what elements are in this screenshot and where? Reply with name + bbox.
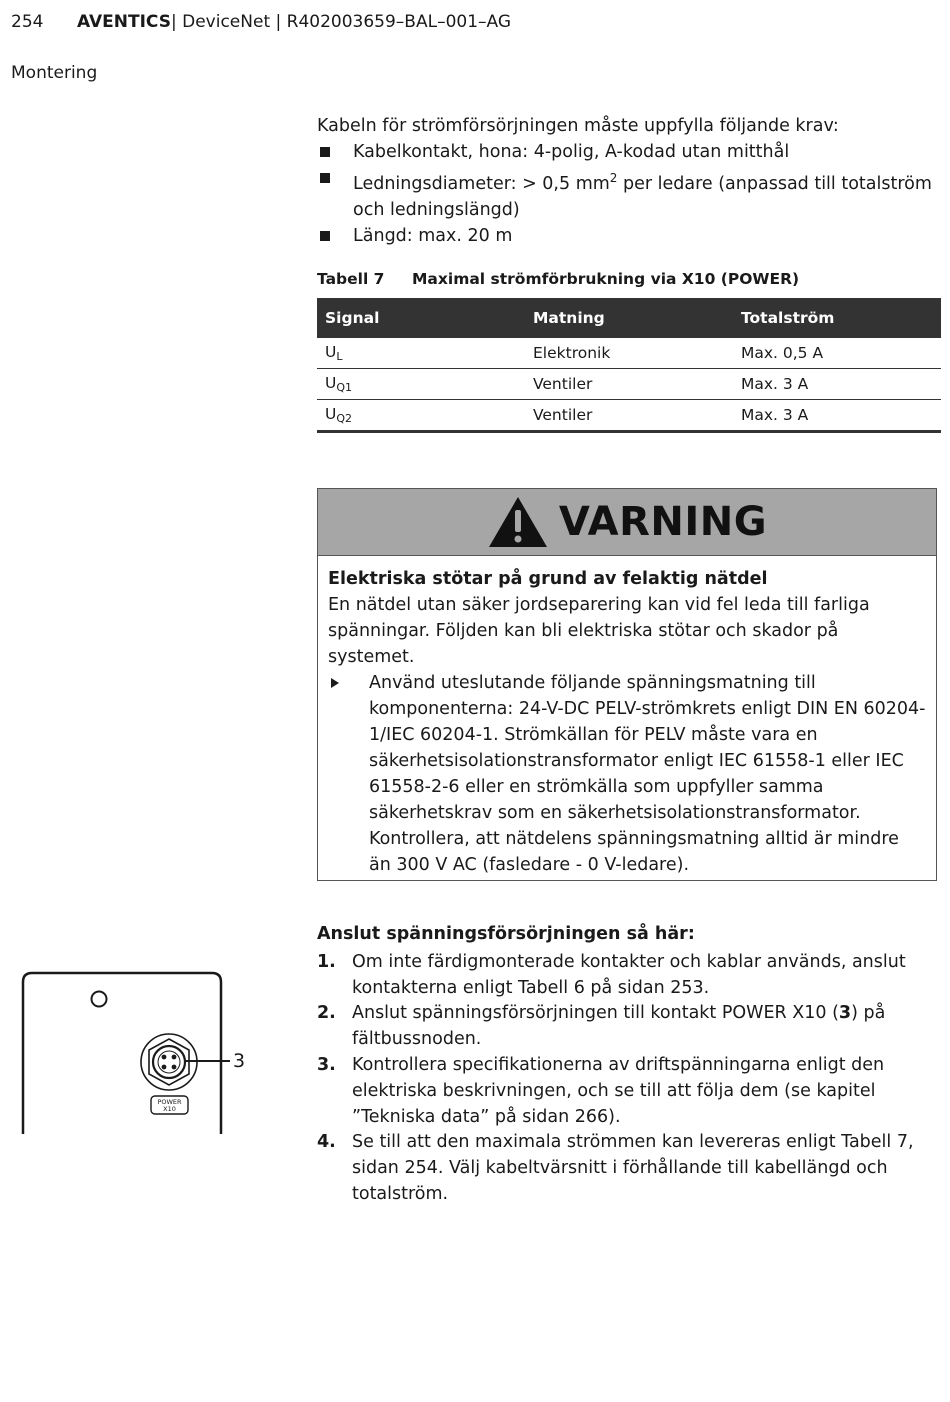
table-caption-title: Maximal strömförbrukning via X10 (POWER): [412, 270, 800, 288]
step-text: Anslut spänningsförsörjningen till kontakt POWER X10 (: [352, 1003, 839, 1024]
cell-total: Max. 3 A: [733, 369, 941, 400]
section-title: Montering: [11, 63, 98, 83]
cell-matning: Ventiler: [525, 400, 733, 432]
column-header-matning: Matning: [525, 298, 733, 338]
power-connector-figure: [18, 968, 258, 1136]
bullet-text: Kabelkontakt, hona: 4-polig, A-kodad utan mitthål: [353, 142, 790, 162]
step-text: Om inte färdigmonterade kontakter och kablar används, anslut kontakterna enligt Tabell 6 på sidan 253.: [352, 951, 906, 998]
intro-text: Kabeln för strömförsörjningen måste uppfylla följande krav:: [317, 116, 839, 136]
bullet-item: [317, 165, 942, 223]
warning-text: En nätdel utan säker jordseparering kan vid fel leda till farliga spänningar. Följden kan bli elektriska stötar och skador på systemet.: [328, 595, 870, 667]
bullet-item: [317, 139, 942, 165]
bullet-text: Längd: max. 20 m: [353, 225, 513, 246]
step-number: 1.: [317, 951, 336, 972]
document-id: | DeviceNet | R402003659–BAL–001–AG: [171, 12, 512, 32]
cell-total: Max. 3 A: [733, 400, 941, 432]
warning-heading: Elektriska stötar på grund av felaktig nätdel: [328, 569, 768, 589]
bullet-square-icon: [320, 231, 330, 241]
bullet-superscript: 2: [609, 171, 618, 185]
cell-signal: $U_{Q2}$: [317, 400, 525, 432]
bullet-square-icon: [320, 173, 330, 183]
port-label-line1: POWER: [157, 1098, 182, 1106]
cable-requirements: [317, 113, 942, 249]
cell-signal: $U_L$: [317, 338, 525, 369]
bullet-text-continued: per ledare (anpassad till totalström och ledningslängd): [353, 173, 932, 220]
step-number: 2.: [317, 1003, 336, 1024]
step-text: Kontrollera specifikationerna av driftspänningarna enligt den elektriska beskrivningen, och se till att följa dem (se kapitel ”Tekniska data” på sidan 266).: [352, 1054, 885, 1127]
warning-action: [328, 670, 926, 878]
warning-triangle-icon: [487, 495, 549, 549]
warning-box: [317, 488, 937, 881]
step-number: 3.: [317, 1054, 336, 1075]
step-text: Se till att den maximala strömmen kan levereras enligt Tabell 7, sidan 254. Välj kabeltvärsnitt i förhållande till kabellängd och totalström.: [352, 1132, 914, 1204]
power-table: [317, 298, 941, 433]
list-item: [317, 1130, 927, 1207]
connection-steps: [317, 922, 927, 1208]
step-callout-ref: 3: [838, 1003, 852, 1024]
bullet-text: Ledningsdiameter: > 0,5 mm: [353, 173, 610, 194]
action-arrow-icon: [331, 678, 339, 688]
brand-name: AVENTICS: [77, 12, 171, 32]
column-header-signal: Signal: [317, 298, 525, 338]
warning-action-text: Använd uteslutande följande spänningsmatning till komponenterna: 24-V-DC PELV-strömkrets enligt DIN EN 60204-1/IEC 60204-1. Strömkällan för PELV måste vara en säkerhetsisolationstransformator enligt IEC 61558-1 eller IEC 61558-2-6 eller en strömkälla som uppfyller samma säkerhetskrav som en säkerhetsisolationstransformator. Kontrollera, att nätdelens spänningsmatning alltid är mindre än 300 V AC (fasledare - 0 V-ledare).: [369, 673, 926, 875]
steps-heading: Anslut spänningsförsörjningen så här:: [317, 924, 695, 944]
table-caption-label: Tabell 7: [317, 270, 385, 288]
list-item: [317, 950, 927, 1002]
cell-signal: $U_{Q1}$: [317, 369, 525, 400]
cell-total: Max. 0,5 A: [733, 338, 941, 369]
warning-header: [318, 489, 936, 556]
warning-body: [318, 556, 936, 878]
page-number: 254: [11, 12, 44, 32]
step-text-continued: ) på fältbussnoden.: [352, 1003, 886, 1050]
table-row: [317, 369, 941, 400]
cell-matning: Ventiler: [525, 369, 733, 400]
step-number: 4.: [317, 1132, 336, 1153]
column-header-totalstrom: Totalström: [733, 298, 941, 338]
port-label-line2: X10: [163, 1105, 176, 1113]
warning-title: VARNING: [558, 499, 768, 545]
table-row: [317, 400, 941, 432]
bullet-item: [317, 223, 942, 249]
list-item: [317, 1053, 927, 1130]
list-item: [317, 1001, 927, 1053]
table-row: [317, 338, 941, 369]
figure-callout-number: 3: [233, 1050, 246, 1072]
bullet-square-icon: [320, 147, 330, 157]
cell-matning: Elektronik: [525, 338, 733, 369]
